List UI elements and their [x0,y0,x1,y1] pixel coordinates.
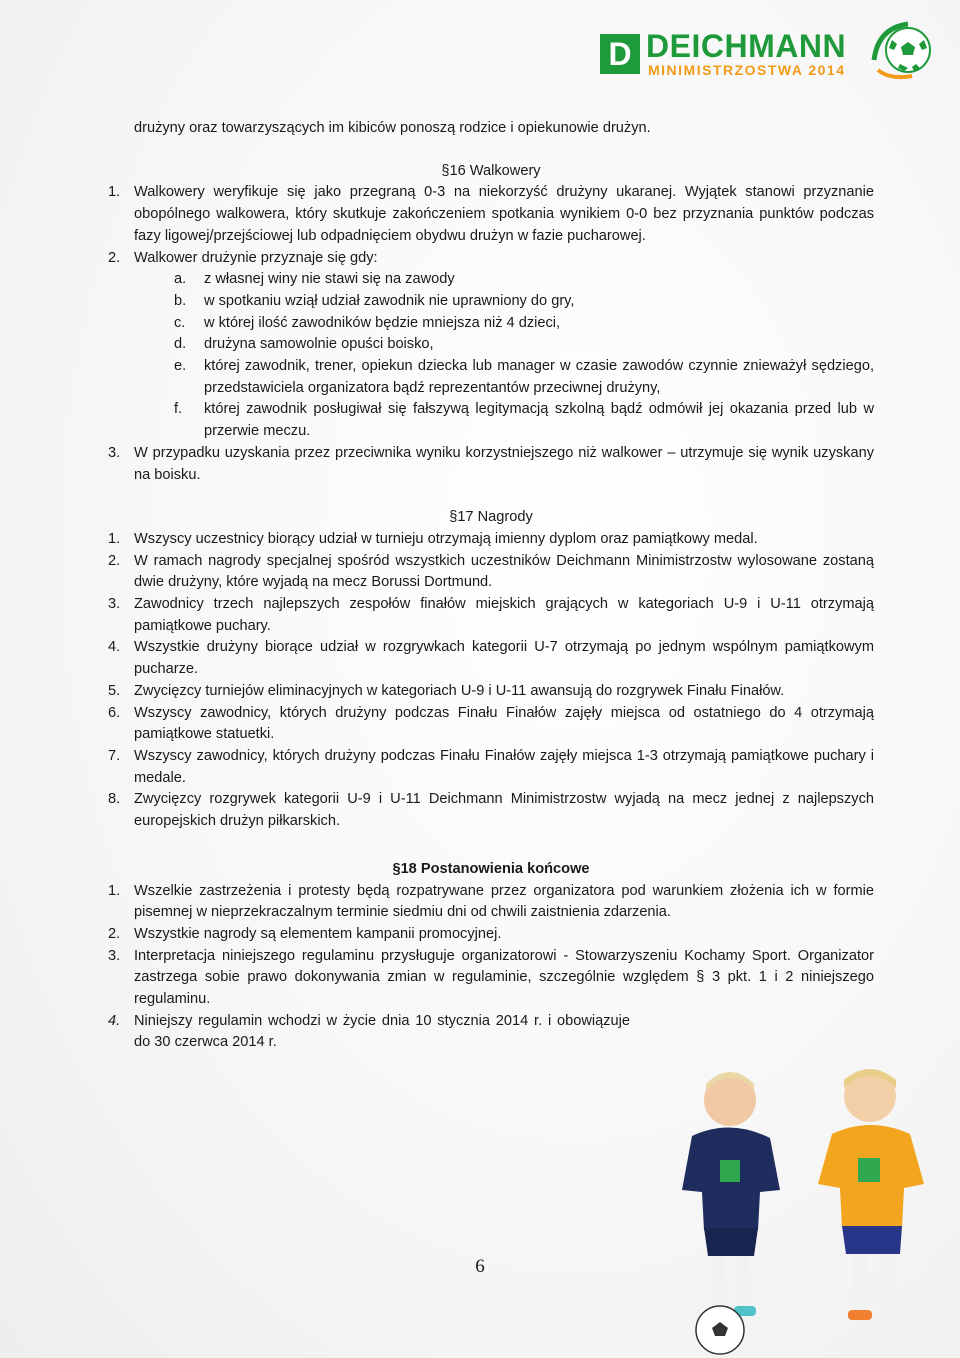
sub-item-text: z własnej winy nie stawi się na zawody [204,271,455,288]
soccer-ball-icon [868,20,938,82]
item-number: 4. [108,639,121,656]
item-text: Zwycięzcy turniejów eliminacyjnych w kategoriach U-9 i U-11 awansują do rozgrywek Finału Finałów. [134,682,785,699]
item-number: 3. [108,947,121,964]
list-item [108,924,874,946]
item-number: 4. [108,1012,121,1029]
section-17-title: §17 Nagrody [449,509,533,526]
item-number: 7. [108,747,121,764]
sub-list-item [174,291,874,313]
sub-item-text: w której ilość zawodników będzie mniejsza niż 4 dzieci, [204,314,561,331]
list-item [108,551,874,594]
sub-item-letter: b. [174,292,187,309]
list-item [108,681,874,703]
item-number: 8. [108,791,121,808]
item-text: Interpretacja niniejszego regulaminu przysługuje organizatorowi - Stowarzyszeniu Kochamy Sport. Organizator zastrzega sobie prawo dokonywania zmian w regulaminie, szczególnie względem § 3 pkt. 1 i 2 niniejszego regulaminu. [134,947,874,1008]
item-text: Wszelkie zastrzeżenia i protesty będą rozpatrywane przez organizatora pod warunkiem złożenia ich w formie pisemnej w nieprzekraczalnym terminie siedmiu dni od chwili zaistnienia zdarzenia. [134,882,874,921]
list-item [108,789,874,832]
item-text: W ramach nagrody specjalnej spośród wszystkich uczestników Deichmann Minimistrzostw wylosowane zostaną dwie drużyny, które wyjadą na mecz Borussi Dortmund. [134,552,874,591]
sub-item-letter: a. [174,271,187,288]
item-text: Wszyscy zawodnicy, których drużyny podczas Finału Finałów zajęły miejsca od ostatniego do 4 otrzymają pamiątkowe statuetki. [134,704,874,743]
sub-item-letter: c. [174,314,186,331]
sub-item-text: której zawodnik, trener, opiekun dziecka lub manager w czasie zawodów czynnie znieważył sędziego, przedstawiciela organizatora bądź reprezentantów przeciwnej drużyny, [204,358,874,396]
list-item [108,529,874,551]
section-16-title: §16 Walkowery [441,162,541,179]
item-text: W przypadku uzyskania przez przeciwnika wyniku korzystniejszego niż walkower – utrzymuje się wynik uzyskany na boisku. [134,444,874,483]
item-number: 6. [108,704,121,721]
item-text: Wszystkie nagrody są elementem kampanii promocyjnej. [134,925,502,942]
sub-item-letter: d. [174,336,187,353]
sub-item-letter: f. [174,401,183,418]
list-item [108,248,874,270]
item-number: 2. [108,249,121,266]
section-18-title: §18 Postanowienia końcowe [392,860,590,877]
list-item [108,443,874,486]
item-text: Wszystkie drużyny biorące udział w rozgrywkach kategorii U-7 otrzymają po jednym wspólnym pamiątkowym pucharze. [134,639,874,678]
item-number: 5. [108,682,121,699]
deichmann-logo [600,24,940,80]
section-spacer [108,833,874,859]
sub-item-text: której zawodnik posługiwał się fałszywą legitymacją szkolną bądź odmówił jej okazania przed lub w przerwie meczu. [204,401,874,440]
item-number: 3. [108,444,121,461]
list-item [108,946,874,1011]
list-item [108,746,874,789]
children-football-players-image [620,1060,960,1358]
logo-letter-box: D [600,34,640,74]
list-item [108,594,874,637]
sub-list-item [174,334,874,356]
item-text: Walkower drużynie przyznaje się gdy: [134,249,378,266]
page-number: 6 [475,1256,485,1277]
item-number: 3. [108,596,121,613]
logo-brand-name: DEICHMANN [646,28,847,64]
item-number: 1. [108,184,121,201]
item-text: Niniejszy regulamin wchodzi w życie dnia 10 stycznia 2014 r. i obowiązuje do 30 czerwca 2014 r. [134,1012,630,1051]
item-number: 2. [108,925,121,942]
list-item [108,1011,874,1054]
item-text: Wszyscy zawodnicy, których drużyny podczas Finału Finałów zajęły miejsca 1-3 otrzymają pamiątkowe puchary i medale. [134,747,874,786]
intro-line: drużyny oraz towarzyszących im kibiców ponoszą rodzice i opiekunowie drużyn. [134,120,651,136]
list-item [108,182,874,247]
sub-list-item [174,269,874,291]
list-item [108,703,874,746]
logo-subtitle: MINIMISTRZOSTWA 2014 [648,62,846,78]
sub-list-item [174,313,874,335]
list-item [108,637,874,680]
regulation-text [108,118,874,1054]
sub-item-text: w spotkaniu wziął udział zawodnik nie uprawniony do gry, [204,292,575,309]
item-number: 1. [108,530,121,547]
item-number: 2. [108,552,121,569]
item-text: Zawodnicy trzech najlepszych zespołów finałów miejskich grających w kategoriach U-9 i U-11 otrzymają pamiątkowe puchary. [134,596,874,634]
sub-list-item [174,356,874,399]
item-text: Wszyscy uczestnicy biorący udział w turnieju otrzymają imienny dyplom oraz pamiątkowy medal. [134,530,758,547]
item-number: 1. [108,882,121,899]
sub-item-letter: e. [174,358,187,375]
sub-list-item [174,399,874,442]
list-item [108,881,874,924]
item-text: Walkowery weryfikuje się jako przegraną 0-3 na niekorzyść drużyny ukaranej. Wyjątek stanowi przyznanie obopólnego walkowera, który skutkuje zakończeniem spotkania wynikiem 0-0 bez przyznania punktów podczas fazy ligowej/przejściowej lub odpadnięciem obydwu drużyn w fazie pucharowej. [134,184,874,244]
sub-item-text: drużyna samowolnie opuści boisko, [204,336,434,353]
item-text: Zwycięzcy rozgrywek kategorii U-9 i U-11 Deichmann Minimistrzostw wyjadą na mecz jednej z najlepszych europejskich drużyn piłkarskich. [134,791,874,830]
